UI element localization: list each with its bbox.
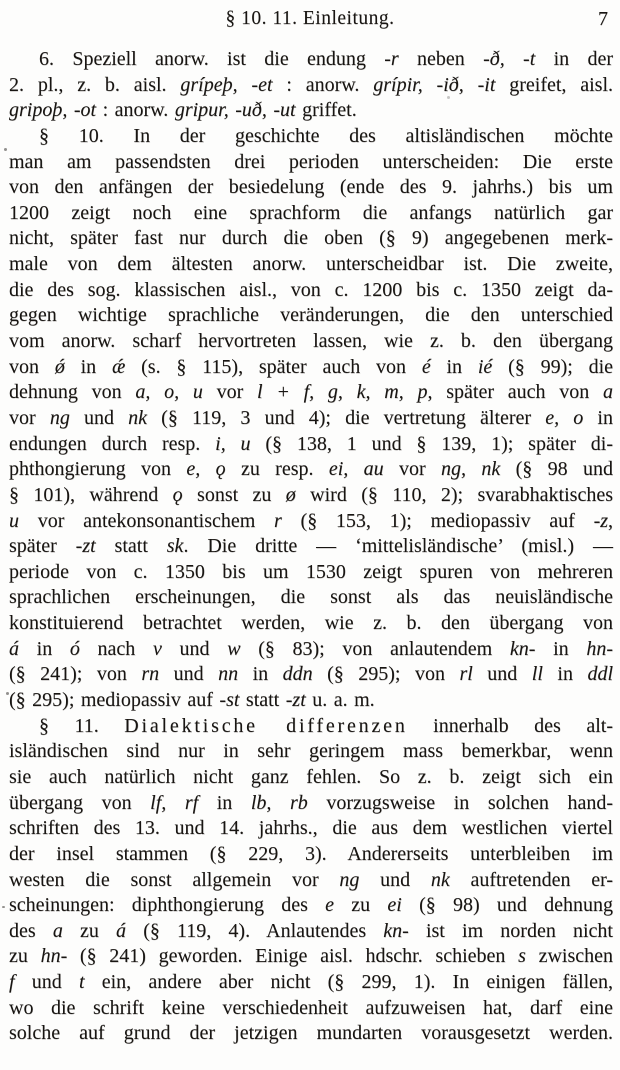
text-line: konstituierend betrachtet werden, wie z. b. den übergang von	[9, 612, 613, 635]
scan-speck	[447, 96, 450, 99]
text-line: schriften des 13. und 14. jahrhs., die aus dem westlichen viertel	[9, 817, 613, 840]
page-header	[0, 6, 620, 34]
scan-speck	[4, 148, 7, 151]
text-line: gegen wichtige sprachliche veränderungen, die den unterschied	[9, 304, 613, 327]
text-line: von den anfängen der besiedelung (ende des 9. jahrhs.) bis um	[9, 176, 613, 199]
text-line: man am passendsten drei perioden unterscheiden: Die erste	[9, 150, 613, 173]
text-line: dehnung von a, o, u vor l + f, g, k, m, p, später auch von a	[9, 381, 613, 404]
text-line: u vor antekonsonantischem r (§ 153, 1); mediopassiv auf -z,	[9, 509, 614, 532]
text-line: westen die sonst allgemein vor ng und nk auftretenden er-	[9, 868, 613, 891]
text-line: des a zu á (§ 119, 4). Anlautendes kn- ist im norden nicht	[9, 919, 613, 942]
text-line: endungen durch resp. i, u (§ 138, 1 und § 139, 1); später di-	[9, 432, 613, 455]
text-line: solche auf grund der jetzigen mundarten vorausgesetzt werden.	[9, 1022, 613, 1045]
text-line: phthongierung von e, ǫ zu resp. ei, au vor ng, nk (§ 98 und	[9, 458, 613, 481]
text-line: 1200 zeigt noch eine sprachform die anfangs natürlich gar	[9, 201, 613, 224]
text-line: 2. pl., z. b. aisl. grípeþ, -et : anorw. grípir, -ið, -it greifet, aisl.	[9, 73, 614, 96]
text-line: sie auch natürlich nicht ganz fehlen. So z. b. zeigt sich ein	[9, 765, 613, 788]
text-line: sprachlichen erscheinungen, die sonst als das neuisländische	[9, 586, 613, 609]
text-line: gripoþ, -ot : anorw. gripur, -uð, -ut griffet.	[9, 99, 357, 122]
text-line: (§ 241); von rn und nn in ddn (§ 295); von rl und ll in ddl	[9, 663, 613, 686]
text-line: scheinungen: diphthongierung des e zu ei (§ 98) und dehnung	[9, 894, 613, 917]
page-number: 7	[598, 8, 608, 30]
scan-speck	[6, 692, 9, 695]
text-line: vom anorw. scharf hervortreten lassen, wie z. b. den übergang	[9, 330, 613, 353]
text-line: § 101), während ǫ sonst zu ø wird (§ 110, 2); svarabhaktisches	[9, 483, 613, 506]
text-line: (§ 295); mediopassiv auf -st statt -zt u. a. m.	[9, 689, 375, 712]
text-line: vor ng und nk (§ 119, 3 und 4); die vertretung älterer e, o in	[9, 406, 613, 429]
text-line: § 10. In der geschichte des altisländischen möchte	[39, 124, 613, 147]
text-line: später -zt statt sk. Die dritte — ‘mittelisländische’ (misl.) —	[9, 535, 613, 558]
text-line: von ǿ in ǽ (s. § 115), später auch von é in ié (§ 99); die	[9, 355, 614, 378]
text-line: zu hn- (§ 241) geworden. Einige aisl. hdschr. schieben s zwischen	[9, 945, 613, 968]
scan-speck	[2, 906, 5, 908]
text-line: der insel stammen (§ 229, 3). Andererseits unterbleiben im	[9, 842, 613, 865]
text-line: wo die schrift keine verschiedenheit aufzuweisen hat, darf eine	[9, 996, 613, 1019]
text-line: f und t ein, andere aber nicht (§ 299, 1). In einigen fällen,	[9, 971, 614, 994]
text-line: periode von c. 1350 bis um 1530 zeigt spuren von mehreren	[9, 560, 613, 583]
text-line: male von dem ältesten anorw. unterscheidbar ist. Die zweite,	[9, 253, 613, 276]
text-line: á in ó nach v und w (§ 83); von anlautendem kn- in hn-	[9, 637, 614, 660]
text-line: 6. Speziell anorw. ist die endung -r neben -ð, -t in der	[39, 48, 613, 70]
text-line: isländischen sind nur in sehr geringem mass bemerkbar, wenn	[9, 740, 613, 763]
text-line: die des sog. klassischen aisl., von c. 1200 bis c. 1350 zeigt da-	[9, 278, 613, 301]
text-line: nicht, später fast nur durch die oben (§ 9) angegebenen merk-	[9, 227, 613, 250]
text-line: übergang von lf, rf in lb, rb vorzugsweise in solchen hand-	[9, 791, 614, 814]
running-header-title: § 10. 11. Einleitung.	[225, 8, 395, 29]
text-line: § 11. Dialektische differenzen innerhalb des alt-	[39, 714, 613, 737]
page-body	[9, 47, 613, 1047]
